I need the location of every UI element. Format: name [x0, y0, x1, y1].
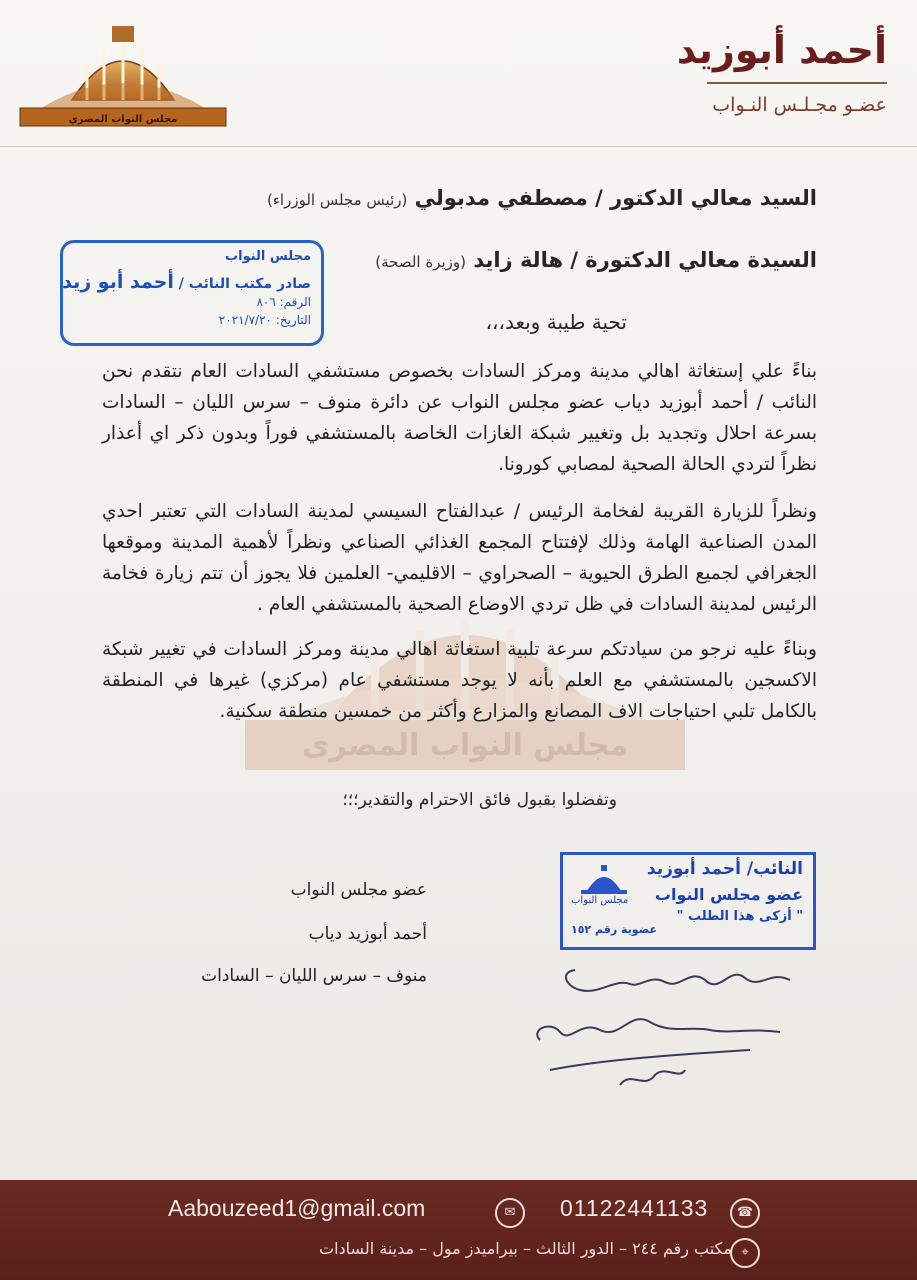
location-pin-icon: ⌖	[730, 1238, 760, 1268]
office-stamp-date: التاريخ: ٢٠٢١/٧/٢٠	[218, 313, 311, 327]
footer-phone[interactable]: 01122441133	[560, 1195, 709, 1221]
office-stamp-issuer: صادر مكتب النائب / أحمد أبو زيد	[62, 271, 311, 293]
sign-district: منوف – سرس الليان – السادات	[201, 966, 427, 986]
member-stamp-emblem-caption: مجلس النواب	[571, 895, 629, 906]
parliament-logo	[12, 22, 234, 130]
footer-address: مكتب رقم ٢٤٤ – الدور الثالث – بيراميدز مول – مدينة السادات	[319, 1239, 732, 1258]
paragraph-3: وبناءً عليه نرجو من سيادتكم سرعة تلبية استغاثة اهالي مدينة ومركز السادات في تغيير شبكة الاكسجين بالمستشفي مع العلم بأنه لا يوجد مستشفي عام (مركزي) غيرها في المنطقة بالكامل تلبي احتياجات الاف المصانع والمزارع وأكثر من خمسين منطقة سكنية.	[102, 639, 817, 722]
office-stamp-org: مجلس النواب	[225, 249, 311, 264]
office-stamp	[60, 240, 324, 346]
addressee-1: السيد معالي الدكتور / مصطفي مدبولي (رئيس مجلس الوزراء)	[267, 186, 817, 210]
footer-bar	[0, 1180, 917, 1280]
member-stamp-line2: عضو مجلس النواب	[654, 885, 803, 904]
office-stamp-number: الرقم: ٨٠٦	[256, 295, 311, 309]
member-stamp-membership: عضوية رقم ١٥٢	[571, 923, 658, 936]
logo-caption: مجلس النواب المصري	[68, 114, 178, 125]
greeting: تحية طيبة وبعد،،،	[485, 310, 627, 334]
member-stamp	[560, 852, 816, 950]
member-stamp-line3: " أزكى هذا الطلب "	[676, 909, 803, 924]
paragraph-1: بناءً علي إستغاثة اهالي مدينة ومركز السادات بخصوص مستشفي السادات العام نتقدم نحن النائب / أحمد أبوزيد دياب عضو مجلس النواب عن دائرة منوف – سرس الليان – السادات بسرعة احلال وتجديد بل وتغيير شبكة الغازات الخاصة بالمستشفي فوراً وبدون ذكر اي أعذار نظراً لتردي الحالة الصحية لمصابي كورونا.	[102, 361, 817, 475]
sign-name: أحمد أبوزيد دياب	[308, 924, 427, 944]
header-title: عضـو مجـلـس النـواب	[712, 94, 887, 116]
addressee-2: السيدة معالي الدكتورة / هالة زايد (وزيرة الصحة)	[375, 248, 817, 272]
handwritten-signature	[520, 960, 810, 1100]
dome-emblem-icon	[579, 863, 629, 895]
footer-email[interactable]: Aabouzeed1@gmail.com	[168, 1195, 426, 1221]
header-rule	[0, 146, 917, 147]
header-name: أحمد أبوزيد	[676, 28, 887, 72]
sign-role: عضو مجلس النواب	[290, 880, 427, 900]
phone-icon: ☎	[730, 1198, 760, 1228]
watermark-text: مجلس النواب المصرى	[301, 728, 629, 763]
closing: وتفضلوا بقبول فائق الاحترام والتقدير؛؛؛	[342, 790, 617, 810]
mail-icon: ✉	[495, 1198, 525, 1228]
header-divider	[707, 82, 887, 84]
paragraph-2: ونظراً للزيارة القريبة لفخامة الرئيس / عبدالفتاح السيسي لمدينة السادات التي تعتبر احدي المدن الصناعية الهامة وذلك لإفتتاح المجمع الغذائي الصناعي ونظراً لأهمية المدينة وموقعها الجغرافي لجميع الطرق الحيوية – الصحراوي – الاقليمي- العلمين فلا يجوز أن تتم زيارة فخامة الرئيس لمدينة السادات في ظل تردي الاوضاع الصحية بالمستشفي العام .	[102, 501, 817, 615]
member-stamp-line1: النائب/ أحمد أبوزيد	[646, 859, 803, 879]
